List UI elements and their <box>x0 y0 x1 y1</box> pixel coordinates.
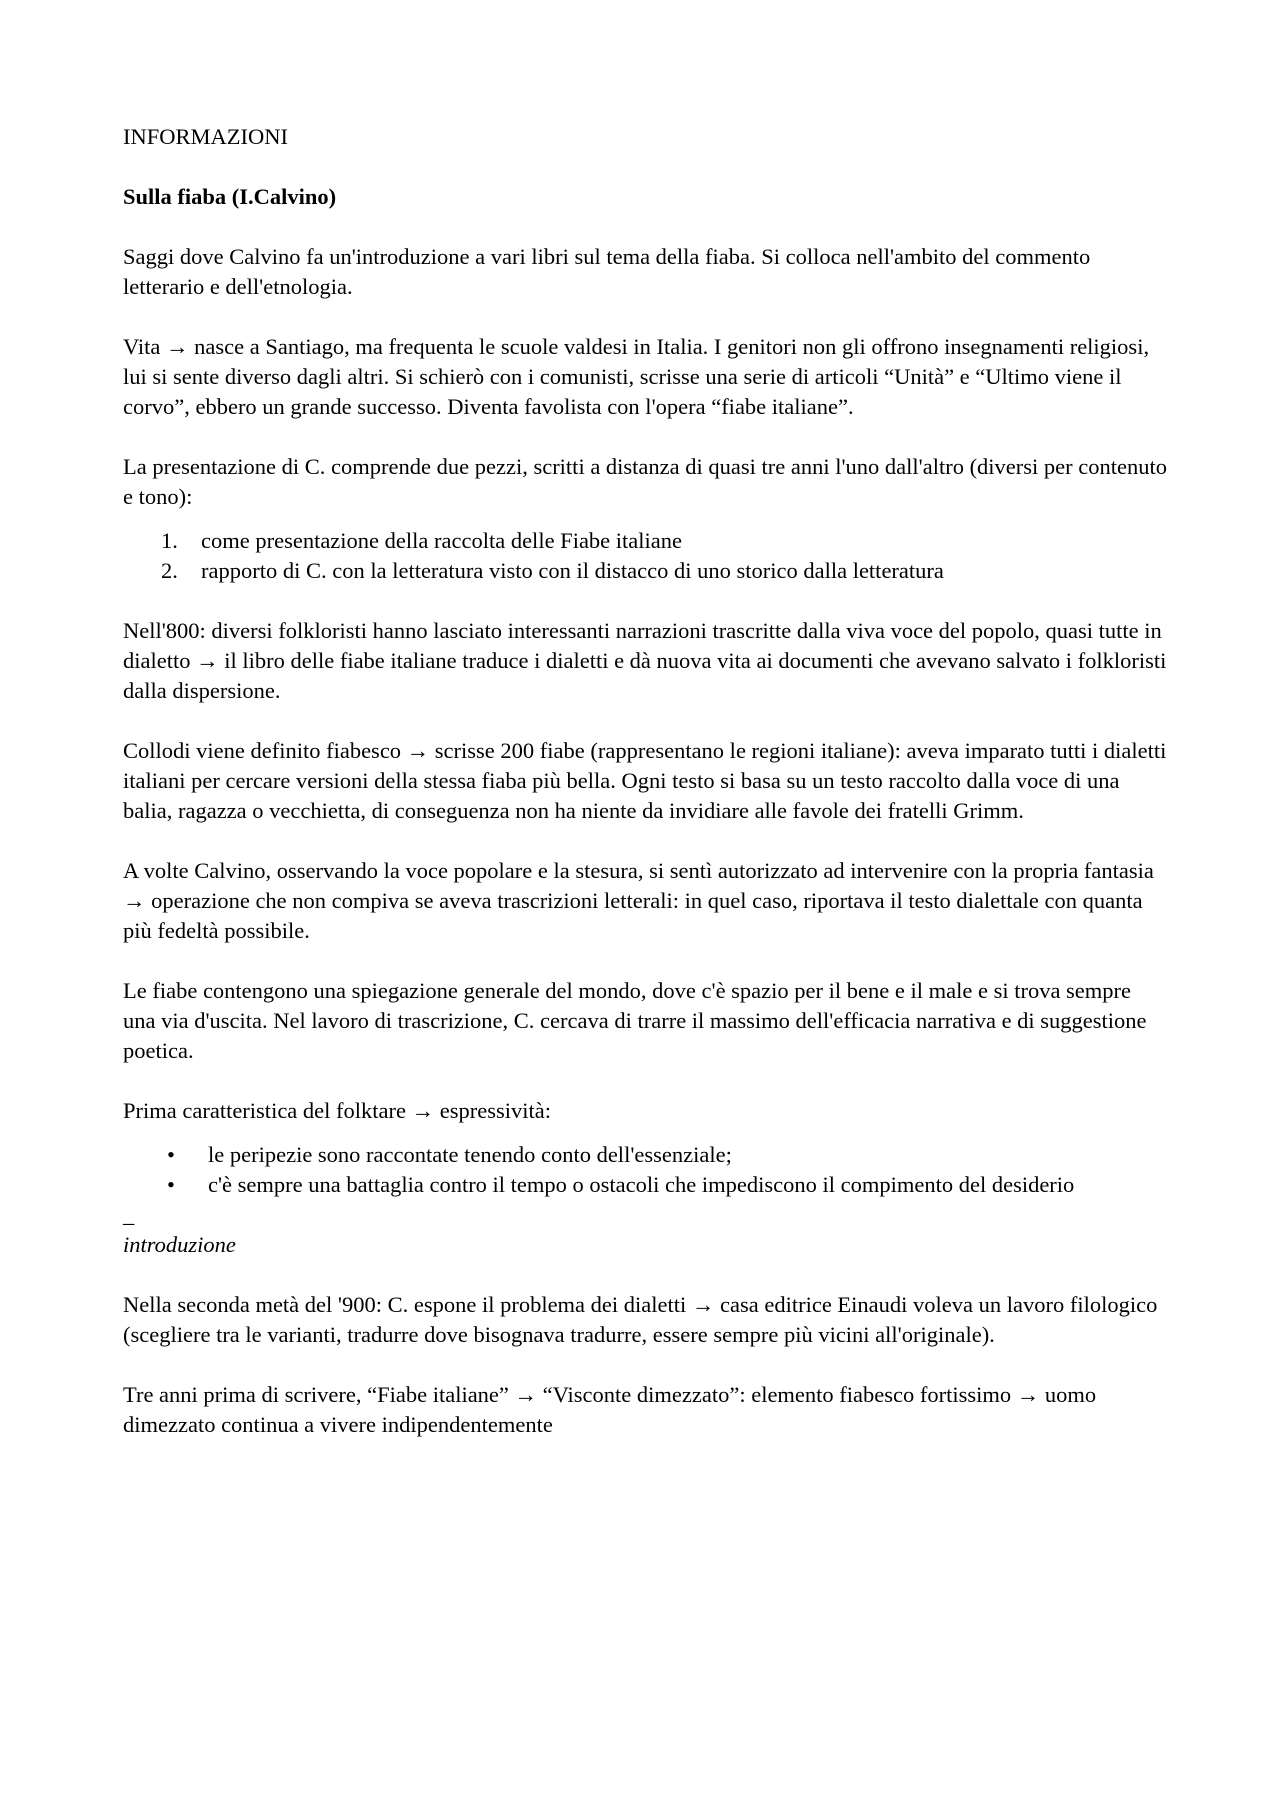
paragraph-spiegazione: Le fiabe contengono una spiegazione generale del mondo, dove c'è spazio per il bene e il male e si trova sempre una via d'uscita. Nel lavoro di trascrizione, C. cercava di trarre il massimo dell'efficacia narrativa e di suggestione poetica. <box>123 978 1147 1063</box>
paragraph-collodi: Collodi viene definito fiabesco → scrisse 200 fiabe (rappresentano le regioni italiane): aveva imparato tutti i dialetti italiani per cercare versioni della stessa fiaba più bella. Ogni testo si basa su un testo raccolto dalla voce di una balia, ragazza o vecchietta, di conseguenza non ha niente da invidiare alle favole dei fratelli Grimm. <box>123 738 1167 823</box>
list-item-text: c'è sempre una battaglia contro il tempo o ostacoli che impediscono il compimento del desiderio <box>208 1172 1075 1197</box>
list-item <box>123 1170 1168 1200</box>
list-marker: 1. <box>161 528 178 553</box>
document-page <box>123 122 1168 1470</box>
list-item-text: le peripezie sono raccontate tenendo conto dell'essenziale; <box>208 1142 732 1167</box>
paragraph-fantasia: A volte Calvino, osservando la voce popolare e la stesura, si sentì autorizzato ad intervenire con la propria fantasia → operazione che non compiva se aveva trascrizioni letterali: in quel caso, riportava il testo dialettale con quanta più fedeltà possibile. <box>123 858 1154 943</box>
paragraph-dialetti: Nella seconda metà del '900: C. espone il problema dei dialetti → casa editrice Einaudi voleva un lavoro filologico (scegliere tra le varianti, tradurre dove bisognava tradurre, essere sempre più vicini all'originale). <box>123 1292 1158 1347</box>
numbered-list <box>123 526 1168 586</box>
document-title: Sulla fiaba (I.Calvino) <box>123 184 337 209</box>
bullet-icon: • <box>167 1142 175 1167</box>
paragraph-visconte: Tre anni prima di scrivere, “Fiabe italiane” → “Visconte dimezzato”: elemento fiabesco fortissimo → uomo dimezzato continua a vivere indipendentemente <box>123 1382 1097 1437</box>
paragraph-ottocento: Nell'800: diversi folkloristi hanno lasciato interessanti narrazioni trascritte dalla viva voce del popolo, quasi tutte in dialetto → il libro delle fiabe italiane traduce i dialetti e dà nuova vita ai documenti che avevano salvato i folkloristi dalla dispersione. <box>123 618 1167 703</box>
paragraph-caratteristica: Prima caratteristica del folktare → espressività: <box>123 1098 551 1123</box>
list-item <box>123 556 1168 586</box>
document-heading: INFORMAZIONI <box>123 124 288 149</box>
separator-mark: _ <box>123 1202 135 1227</box>
list-item <box>123 526 1168 556</box>
bullet-icon: • <box>167 1172 175 1197</box>
bullet-list <box>123 1140 1168 1200</box>
list-item-text: come presentazione della raccolta delle Fiabe italiane <box>201 528 683 553</box>
paragraph-intro: Saggi dove Calvino fa un'introduzione a vari libri sul tema della fiaba. Si colloca nell'ambito del commento letterario e dell'etnologia. <box>123 244 1091 299</box>
paragraph-vita: Vita → nasce a Santiago, ma frequenta le scuole valdesi in Italia. I genitori non gli offrono insegnamenti religiosi, lui si sente diverso dagli altri. Si schierò con i comunisti, scrisse una serie di articoli “Unità” e “Ultimo viene il corvo”, ebbero un grande successo. Diventa favolista con l'opera “fiabe italiane”. <box>123 334 1150 419</box>
list-marker: 2. <box>161 558 178 583</box>
list-item-text: rapporto di C. con la letteratura visto con il distacco di uno storico dalla letteratura <box>201 558 944 583</box>
list-item <box>123 1140 1168 1170</box>
section-subheading: introduzione <box>123 1232 236 1257</box>
paragraph-presentazione: La presentazione di C. comprende due pezzi, scritti a distanza di quasi tre anni l'uno dall'altro (diversi per contenuto e tono): <box>123 454 1167 509</box>
